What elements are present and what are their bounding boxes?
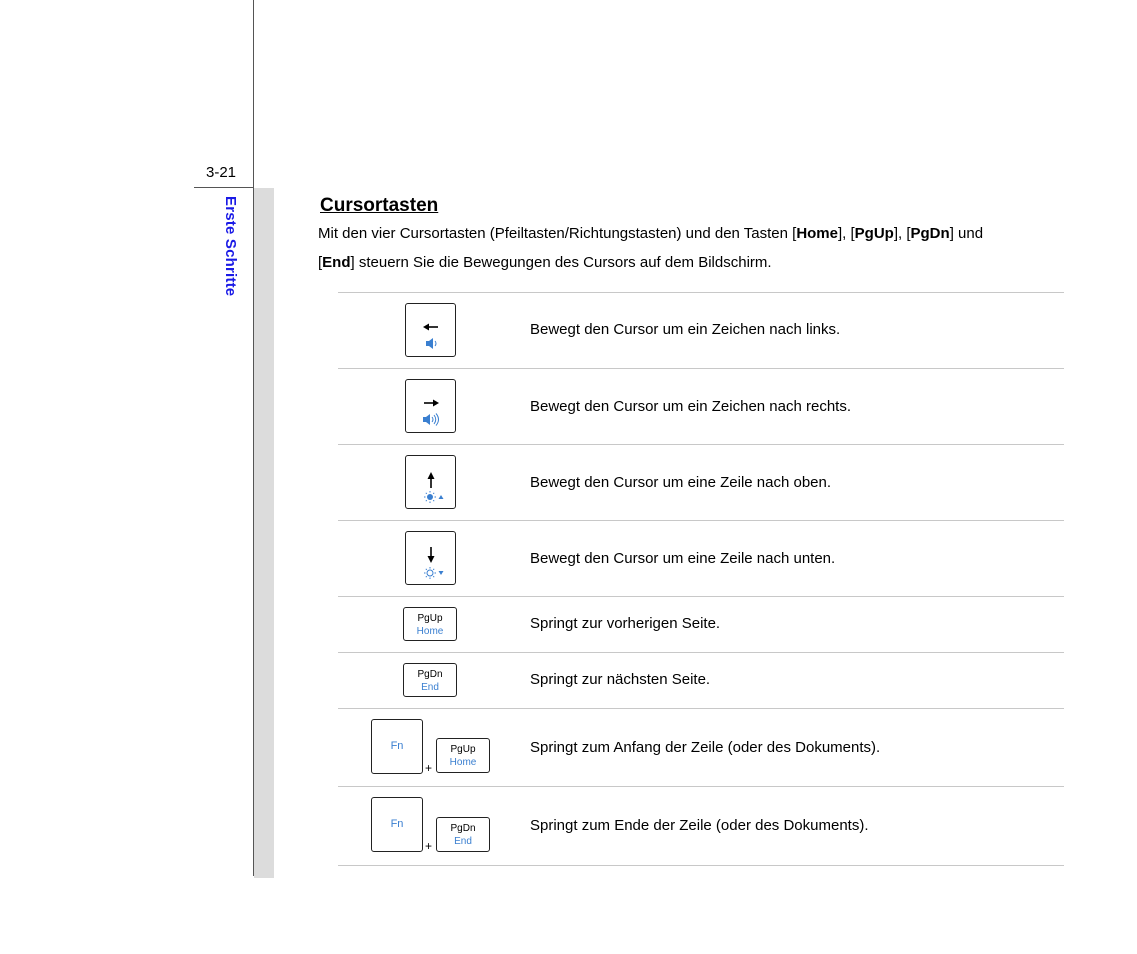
- section-title: Cursortasten: [320, 195, 439, 216]
- intro-text: [: [318, 254, 323, 271]
- left-arrow-key: [405, 303, 456, 357]
- key-row-fn-pgdn: [338, 786, 1064, 866]
- key-description: Bewegt den Cursor um eine Zeile nach oben.: [530, 474, 832, 491]
- key-row-up: [338, 444, 1064, 520]
- key-row-pgdn: [338, 652, 1064, 708]
- intro-text: ] und: [949, 225, 984, 242]
- key-bottom-label: Home: [416, 626, 444, 637]
- up-arrow-icon: [406, 456, 457, 510]
- page-number: 3-21: [206, 164, 237, 181]
- page-number-rule: [194, 187, 254, 188]
- down-arrow-icon: [406, 532, 457, 586]
- key-row-right: [338, 368, 1064, 444]
- key-table: [338, 292, 1064, 866]
- intro-key-pgup: PgUp: [854, 225, 894, 242]
- up-arrow-key: [405, 455, 456, 509]
- intro-text: ], [: [838, 225, 855, 242]
- key-top-label: PgDn: [450, 823, 476, 834]
- plus-sign: +: [425, 761, 433, 775]
- fn-key: [371, 719, 423, 774]
- pgdn-key: [436, 817, 490, 852]
- fn-key-label: Fn: [390, 818, 404, 830]
- key-description: Bewegt den Cursor um eine Zeile nach unten.: [530, 550, 836, 567]
- key-row-pgup: [338, 596, 1064, 652]
- key-description: Springt zum Ende der Zeile (oder des Dokuments).: [530, 817, 869, 834]
- intro-text: ], [: [893, 225, 911, 242]
- chapter-sidebar: [254, 188, 274, 878]
- right-arrow-key: [405, 379, 456, 433]
- right-arrow-icon: [406, 380, 457, 434]
- key-row-down: [338, 520, 1064, 596]
- key-bottom-label: End: [421, 682, 439, 693]
- key-description: Springt zur nächsten Seite.: [530, 671, 711, 688]
- fn-key-label: Fn: [390, 740, 404, 752]
- fn-key: [371, 797, 423, 852]
- key-top-label: PgUp: [450, 744, 476, 755]
- key-row-left: [338, 292, 1064, 368]
- intro-key-end: End: [322, 254, 351, 271]
- chapter-title: Erste Schritte: [222, 196, 239, 297]
- intro-paragraph: [318, 219, 1058, 277]
- key-description: Bewegt den Cursor um ein Zeichen nach links.: [530, 321, 841, 338]
- left-arrow-icon: [406, 304, 457, 358]
- pgup-key: [403, 607, 457, 641]
- intro-key-pgdn: PgDn: [910, 225, 950, 242]
- intro-text: ] steuern Sie die Bewegungen des Cursors auf dem Bildschirm.: [350, 254, 772, 271]
- pgdn-key: [403, 663, 457, 697]
- pgup-key: [436, 738, 490, 773]
- down-arrow-key: [405, 531, 456, 585]
- key-description: Springt zur vorherigen Seite.: [530, 615, 721, 632]
- key-top-label: PgDn: [417, 669, 443, 680]
- key-description: Bewegt den Cursor um ein Zeichen nach rechts.: [530, 398, 851, 415]
- key-bottom-label: Home: [449, 757, 477, 768]
- key-top-label: PgUp: [417, 613, 443, 624]
- intro-key-home: Home: [796, 225, 838, 242]
- plus-sign: +: [425, 839, 433, 853]
- key-bottom-label: End: [454, 836, 472, 847]
- key-description: Springt zum Anfang der Zeile (oder des Dokuments).: [530, 739, 881, 756]
- intro-text: Mit den vier Cursortasten (Pfeiltasten/Richtungstasten) und den Tasten [: [318, 225, 797, 242]
- key-row-fn-pgup: [338, 708, 1064, 786]
